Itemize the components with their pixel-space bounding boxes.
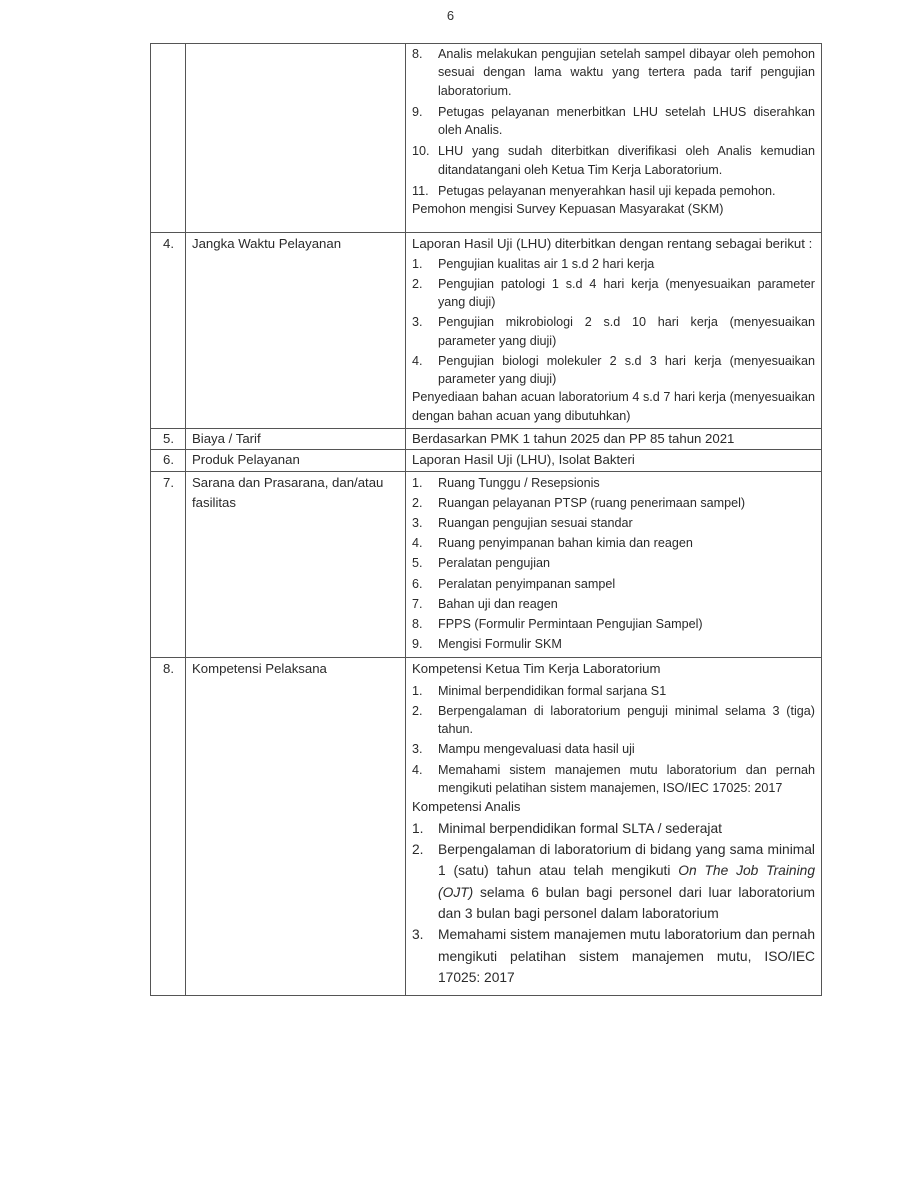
list-item: 10. LHU yang sudah diterbitkan diverifikasi oleh Analis kemudian ditandatangani oleh Ketua Tim Kerja Laboratorium. (412, 144, 815, 177)
list-item: 8. Analis melakukan pengujian setelah sampel dibayar oleh pemohon sesuai dengan lama waktu yang tertera pada tarif pengujian laboratorium. (412, 47, 815, 98)
list-item: 2. Pengujian patologi 1 s.d 4 hari kerja (menyesuaikan parameter yang diuji) (412, 276, 815, 310)
cell-description (406, 233, 822, 429)
list-item: 9. Mengisi Formulir SKM (412, 636, 562, 651)
row-number: 6. (151, 450, 186, 471)
row-number: 7. (151, 471, 186, 657)
service-time-intro: Laporan Hasil Uji (LHU) diterbitkan dengan rentang sebagai berikut : (412, 236, 813, 252)
list-item: 1. Pengujian kualitas air 1 s.d 2 hari kerja (412, 256, 655, 271)
page-number: 6 (446, 8, 455, 23)
list-item: 1. Minimal berpendidikan formal SLTA / sederajat (412, 820, 722, 836)
reference-material-note: Penyediaan bahan acuan laboratorium 4 s.d 7 hari kerja (menyesuaikan dengan bahan acuan yang dibutuhkan) (412, 390, 815, 423)
table-row-competence (151, 658, 822, 995)
table-row-cost (151, 428, 822, 449)
row-number: 4. (151, 233, 186, 429)
list-item: 3. Mampu mengevaluasi data hasil uji (412, 742, 635, 757)
ketua-heading: Kompetensi Ketua Tim Kerja Laboratorium (412, 661, 661, 677)
table-row-facilities (151, 471, 822, 657)
list-item: 3. Memahami sistem manajemen mutu laboratorium dan pernah mengikuti pelatihan sistem manajemen mutu, ISO/IEC 17025: 2017 (412, 927, 815, 986)
list-item: 1. Minimal berpendidikan formal sarjana S1 (412, 683, 667, 698)
skm-note: Pemohon mengisi Survey Kepuasan Masyarakat (SKM) (412, 202, 724, 216)
list-item: 5. Peralatan pengujian (412, 556, 551, 571)
facilities-list (412, 473, 815, 654)
analis-heading: Kompetensi Analis (412, 799, 521, 815)
service-time-list (412, 255, 815, 389)
table-row-product (151, 450, 822, 471)
list-item: 4. Memahami sistem manajemen mutu laboratorium dan pernah mengikuti pelatihan sistem manajemen, ISO/IEC 17025: 2017 (412, 762, 815, 795)
analis-competence-list (412, 818, 815, 989)
list-item: 1. Ruang Tunggu / Resepsionis (412, 475, 600, 490)
list-item: 6. Peralatan penyimpanan sampel (412, 576, 616, 591)
list-item: 4. Ruang penyimpanan bahan kimia dan reagen (412, 536, 693, 551)
row-number: 5. (151, 428, 186, 449)
component-label: Jangka Waktu Pelayanan (186, 233, 406, 429)
component-label: Produk Pelayanan (186, 450, 406, 471)
cell-description (406, 471, 822, 657)
list-item: 2. Berpengalaman di laboratorium penguji minimal selama 3 (tiga) tahun. (412, 703, 815, 737)
cell-description (406, 44, 822, 233)
table-row-procedure-continued (151, 44, 822, 233)
service-standard-table (150, 43, 822, 996)
product-description: Laporan Hasil Uji (LHU), Isolat Bakteri (406, 450, 822, 471)
list-item: 2. Berpengalaman di laboratorium di bidang yang sama minimal 1 (satu) tahun atau telah mengikuti On The Job Training (OJT) selama 6 bulan bagi personel dari luar laboratorium dan 3 bulan bagi personel dalam laboratorium (412, 841, 815, 922)
cell-no (151, 44, 186, 233)
table-row-service-time (151, 233, 822, 429)
cell-component (186, 44, 406, 233)
list-item: 11. Petugas pelayanan menyerahkan hasil uji kepada pemohon. (412, 183, 776, 198)
list-item: 8. FPPS (Formulir Permintaan Pengujian Sampel) (412, 616, 703, 631)
ketua-competence-list (412, 682, 815, 798)
row-number: 8. (151, 658, 186, 995)
component-label: Biaya / Tarif (186, 428, 406, 449)
list-item: 3. Ruangan pengujian sesuai standar (412, 516, 633, 531)
component-label: Kompetensi Pelaksana (186, 658, 406, 995)
list-item: 7. Bahan uji dan reagen (412, 596, 558, 611)
list-item: 3. Pengujian mikrobiologi 2 s.d 10 hari kerja (menyesuaikan parameter yang diuji) (412, 315, 815, 348)
procedure-steps (412, 45, 815, 200)
ojt-italic: On The Job Training (OJT) (438, 863, 815, 900)
component-label: Sarana dan Prasarana, dan/atau fasilitas (186, 471, 406, 657)
list-item: 4. Pengujian biologi molekuler 2 s.d 3 hari kerja (menyesuaikan parameter yang diuji) (412, 353, 815, 387)
list-item: 2. Ruangan pelayanan PTSP (ruang penerimaan sampel) (412, 496, 746, 510)
cell-description (406, 658, 822, 995)
cost-description: Berdasarkan PMK 1 tahun 2025 dan PP 85 tahun 2021 (406, 428, 822, 449)
list-item: 9. Petugas pelayanan menerbitkan LHU setelah LHUS diserahkan oleh Analis. (412, 104, 815, 137)
